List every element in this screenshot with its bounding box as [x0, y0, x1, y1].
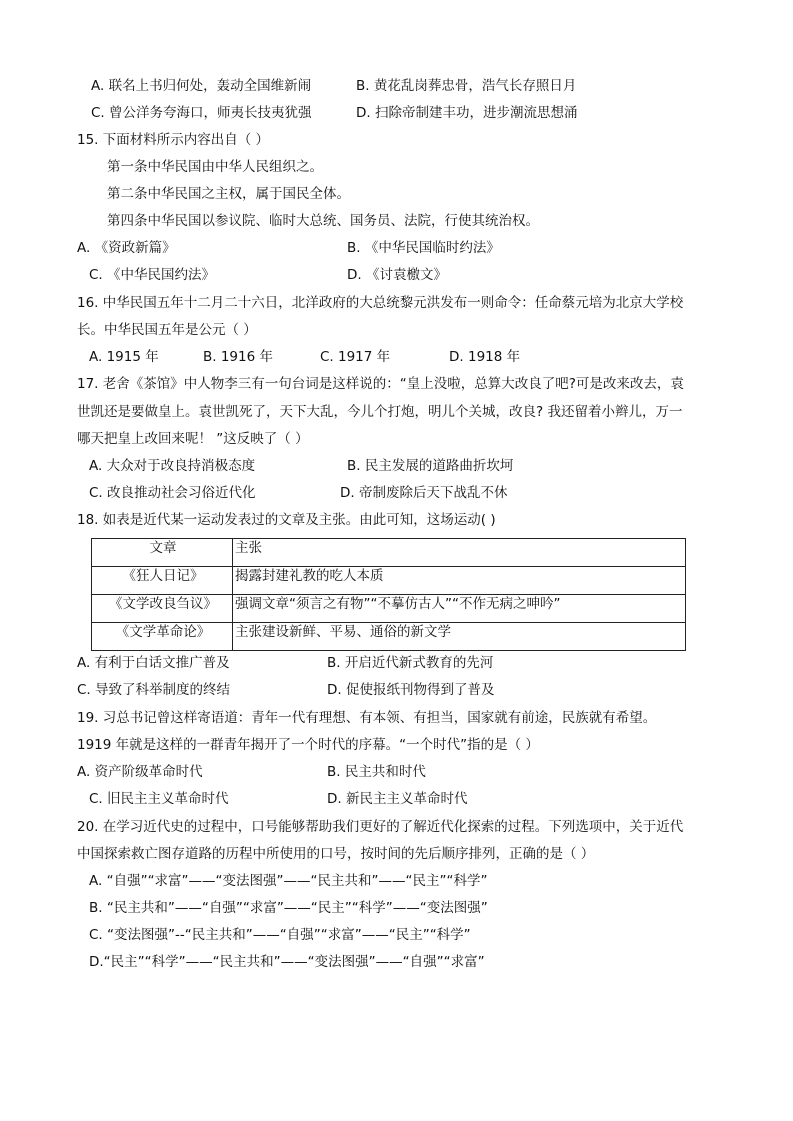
question-19-stem: 19. 习总书记曾这样寄语道：青年一代有理想、有本领、有担当，国家就有前途，民族就有希望。: [77, 710, 657, 726]
question-19-option-a: A. 资产阶级革命时代: [77, 764, 203, 780]
option-c: C. 曾公洋务夸海口，师夷长技夷犹强: [91, 105, 312, 121]
table-cell-article: 《文学改良刍议》: [92, 595, 233, 623]
question-15-option-a: A. 《资政新篇》: [77, 240, 176, 256]
question-16-option-b: B. 1916 年: [203, 349, 273, 365]
table-row: [92, 595, 686, 623]
question-17-option-b: B. 民主发展的道路曲折坎坷: [347, 458, 514, 474]
question-15-quote: 第一条中华民国由中华人民组织之。: [107, 159, 323, 175]
question-19-option-d: D. 新民主主义革命时代: [327, 791, 468, 807]
table-cell-article: 《狂人日记》: [92, 567, 233, 595]
table-cell-article: 《文学革命论》: [92, 623, 233, 651]
question-16-option-a: A. 1915 年: [89, 349, 159, 365]
question-15-quote: 第四条中华民国以参议院、临时大总统、国务员、法院，行使其统治权。: [107, 213, 539, 229]
table-header-claim: 主张: [233, 539, 686, 567]
question-18-option-c: C. 导致了科举制度的终结: [77, 682, 231, 698]
table-cell-claim: 强调文章“须言之有物”“不摹仿古人”“不作无病之呻吟”: [233, 595, 686, 623]
question-19-option-b: B. 民主共和时代: [327, 764, 426, 780]
question-15-option-d: D. 《讨袁檄文》: [347, 267, 447, 283]
question-19-stem: 1919 年就是这样的一群青年揭开了一个时代的序幕。“一个时代”指的是（ ）: [77, 737, 539, 753]
question-16-stem: 长。中华民国五年是公元（ ）: [77, 322, 257, 338]
question-20-stem: 中国探索救亡图存道路的历程中所使用的口号，按时间的先后顺序排列，正确的是（ ）: [77, 846, 595, 862]
question-17-stem: 哪天把皇上改回来呢！ ”这反映了（ ）: [77, 431, 309, 447]
question-16-stem: 16. 中华民国五年十二月二十六日，北洋政府的大总统黎元洪发布一则命令：任命蔡元培为北京大学校: [77, 295, 684, 311]
table-cell-claim: 主张建设新鲜、平易、通俗的新文学: [233, 623, 686, 651]
question-17-stem: 17. 老舍《茶馆》中人物李三有一句台词是这样说的：“皇上没啦，总算大改良了吧?可是改来改去，袁: [77, 376, 684, 392]
table-header-row: [92, 539, 686, 567]
question-18-option-d: D. 促使报纸刊物得到了普及: [327, 682, 495, 698]
question-20-stem: 20. 在学习近代史的过程中，口号能够帮助我们更好的了解近代化探索的过程。下列选项中，关于近代: [77, 819, 684, 835]
articles-table: [91, 538, 686, 651]
question-18-option-a: A. 有利于白话文推广普及: [77, 655, 230, 671]
question-15-quote: 第二条中华民国之主权，属于国民全体。: [107, 186, 350, 202]
question-16-option-d: D. 1918 年: [449, 349, 521, 365]
option-b: B. 黄花乱岗葬忠骨，浩气长存照日月: [356, 78, 577, 94]
table-header-article: 文章: [92, 539, 233, 567]
question-20-option-b: B. “民主共和”——“自强”“求富”——“民主”“科学”——“变法图强”: [89, 900, 488, 916]
option-d: D. 扫除帝制建丰功，进步潮流思想涌: [356, 105, 578, 121]
question-20-option-c: C. “变法图强”--“民主共和”——“自强”“求富”——“民主”“科学”: [89, 927, 471, 943]
table-row: [92, 567, 686, 595]
question-15-option-c: C. 《中华民国约法》: [89, 267, 216, 283]
question-15-option-b: B. 《中华民国临时约法》: [347, 240, 500, 256]
question-20-option-a: A. “自强”“求富”——“变法图强”——“民主共和”——“民主”“科学”: [89, 873, 488, 889]
question-17-option-c: C. 改良推动社会习俗近代化: [89, 485, 256, 501]
question-17-option-a: A. 大众对于改良持消极态度: [89, 458, 256, 474]
question-19-option-c: C. 旧民主主义革命时代: [89, 791, 229, 807]
question-16-option-c: C. 1917 年: [320, 349, 391, 365]
question-20-option-d: D.“民主”“科学”——“民主共和”——“变法图强”——“自强”“求富”: [89, 954, 485, 970]
question-17-option-d: D. 帝制废除后天下战乱不休: [340, 485, 508, 501]
option-a: A. 联名上书归何处，轰动全国维新闹: [91, 78, 312, 94]
table-row: [92, 623, 686, 651]
table-cell-claim: 揭露封建礼教的吃人本质: [233, 567, 686, 595]
question-17-stem: 世凯还是要做皇上。袁世凯死了，天下大乱，今儿个打炮，明儿个关城，改良? 我还留着小辫儿，万一: [77, 404, 683, 420]
question-18-option-b: B. 开启近代新式教育的先河: [327, 655, 494, 671]
question-15-stem: 15. 下面材料所示内容出自（ ）: [77, 132, 270, 148]
question-18-stem: 18. 如表是近代某一运动发表过的文章及主张。由此可知，这场运动( ): [77, 512, 496, 528]
